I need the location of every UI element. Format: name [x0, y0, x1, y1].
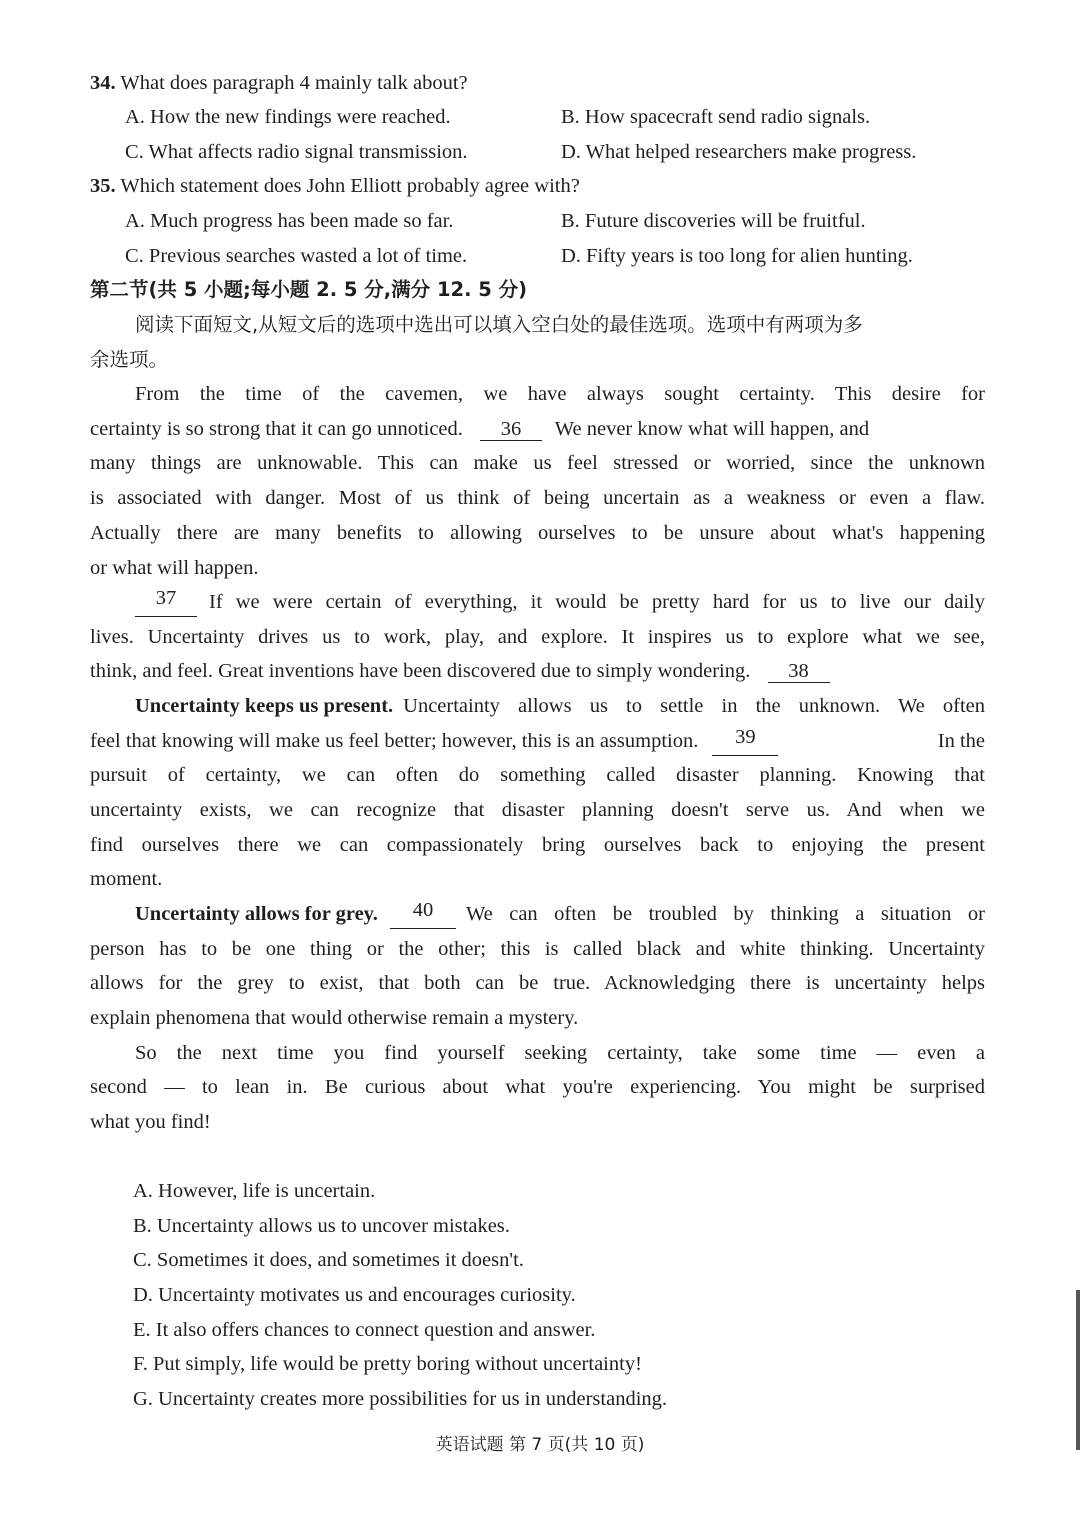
p1-line-2-tail: We never know what will happen, and	[554, 418, 870, 440]
p1-line-1: From the time of the cavemen, we have always sought certainty. This desire for	[135, 383, 985, 405]
p3-line-3: pursuit of certainty, we can often do something called disaster planning. Knowing that	[90, 764, 985, 786]
q35-option-c: C. Previous searches wasted a lot of time.	[125, 245, 468, 267]
p5-line-1: So the next time you find yourself seeking certainty, take some time — even a	[135, 1042, 985, 1064]
p1-line-2	[90, 414, 869, 444]
option-a: A. However, life is uncertain.	[133, 1180, 376, 1202]
p3-line-2-tail: In the	[937, 730, 985, 752]
option-d: D. Uncertainty motivates us and encourages curiosity.	[133, 1284, 576, 1306]
p4-line-3: allows for the grey to exist, that both can be true. Acknowledging there is uncertainty helps	[90, 972, 985, 994]
q34-stem: What does paragraph 4 mainly talk about?	[120, 72, 468, 94]
option-b: B. Uncertainty allows us to uncover mistakes.	[133, 1215, 510, 1237]
p5-line-3: what you find!	[90, 1111, 211, 1133]
q35-option-d: D. Fifty years is too long for alien hunting.	[561, 245, 913, 267]
q35-option-a: A. Much progress has been made so far.	[125, 210, 454, 232]
q35-stem: Which statement does John Elliott probably agree with?	[120, 175, 580, 197]
q34-option-a: A. How the new findings were reached.	[125, 106, 451, 128]
p3-line-6: moment.	[90, 868, 163, 890]
section-heading: 第二节(共 5 小题;每小题 2. 5 分,满分 12. 5 分)	[90, 278, 528, 301]
p2-line-1	[135, 587, 985, 617]
p4-lead: Uncertainty allows for grey.	[135, 903, 378, 925]
section-instruction-1: 阅读下面短文,从短文后的选项中选出可以填入空白处的最佳选项。选项中有两项为多	[135, 313, 863, 336]
p4-line-2: person has to be one thing or the other; this is called black and white thinking. Uncertainty	[90, 938, 985, 960]
option-c: C. Sometimes it does, and sometimes it doesn't.	[133, 1249, 524, 1271]
p1-line-5: Actually there are many benefits to allowing ourselves to be unsure about what's happening	[90, 522, 985, 544]
p4-line-4: explain phenomena that would otherwise remain a mystery.	[90, 1007, 579, 1029]
blank-36: 36	[480, 418, 542, 441]
q34-option-b: B. How spacecraft send radio signals.	[561, 106, 871, 128]
p3-line-5: find ourselves there we can compassionately bring ourselves back to enjoying the present	[90, 834, 985, 856]
p2-line-3	[90, 656, 834, 686]
blank-39: 39	[712, 726, 778, 756]
blank-40: 40	[390, 899, 456, 929]
q34-stem-line	[90, 68, 468, 98]
p1-line-4: is associated with danger. Most of us think of being uncertain as a weakness or even a flaw.	[90, 487, 985, 509]
p2-line-1-text: If we were certain of everything, it would be pretty hard for us to live our daily	[209, 591, 985, 613]
p1-line-2-text: certainty is so strong that it can go unnoticed.	[90, 418, 463, 440]
p3-line-1	[135, 691, 985, 721]
p2-line-2: lives. Uncertainty drives us to work, play, and explore. It inspires us to explore what we see,	[90, 626, 985, 648]
q34-number: 34.	[90, 72, 116, 94]
option-e: E. It also offers chances to connect question and answer.	[133, 1319, 596, 1341]
blank-37: 37	[135, 587, 197, 617]
q34-option-c: C. What affects radio signal transmission.	[125, 141, 468, 163]
page-footer: 英语试题 第 7 页(共 10 页)	[435, 1435, 645, 1455]
option-f: F. Put simply, life would be pretty boring without uncertainty!	[133, 1353, 642, 1375]
p3-line-2-text: feel that knowing will make us feel better; however, this is an assumption.	[90, 730, 699, 752]
p4-line-1	[135, 899, 985, 929]
page-edge-bar	[1076, 1290, 1080, 1450]
p3-lead: Uncertainty keeps us present.	[135, 695, 394, 717]
section-instruction-2: 余选项。	[90, 348, 169, 371]
p3-line-4: uncertainty exists, we can recognize that disaster planning doesn't serve us. And when we	[90, 799, 985, 821]
q35-option-b: B. Future discoveries will be fruitful.	[561, 210, 866, 232]
p1-line-6: or what will happen.	[90, 557, 259, 579]
p3-line-1-text: Uncertainty allows us to settle in the unknown. We often	[403, 695, 985, 717]
q35-number: 35.	[90, 175, 116, 197]
p2-line-3-text: think, and feel. Great inventions have been discovered due to simply wondering.	[90, 660, 751, 682]
p1-line-3: many things are unknowable. This can make us feel stressed or worried, since the unknown	[90, 452, 985, 474]
p4-line-1-text: We can often be troubled by thinking a situation or	[465, 903, 985, 925]
option-g: G. Uncertainty creates more possibilities for us in understanding.	[133, 1388, 668, 1410]
p3-line-2	[90, 726, 985, 756]
p5-line-2: second — to lean in. Be curious about what you're experiencing. You might be surprised	[90, 1076, 985, 1098]
q34-option-d: D. What helped researchers make progress.	[561, 141, 917, 163]
blank-38: 38	[768, 660, 830, 683]
q35-stem-line	[90, 171, 580, 201]
